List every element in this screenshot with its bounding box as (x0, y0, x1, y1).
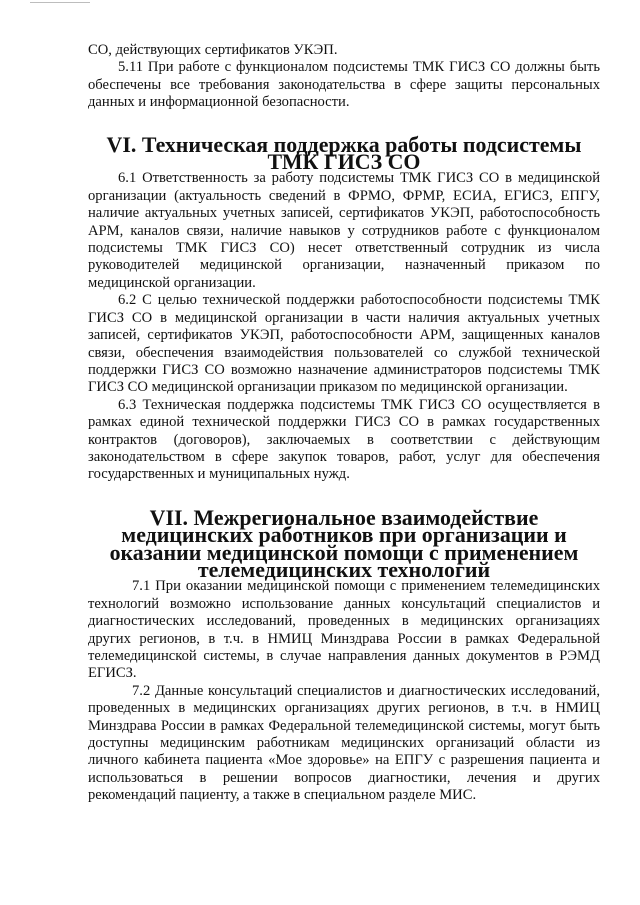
scan-mark (30, 2, 90, 3)
paragraph-5-11: 5.11 При работе с функционалом подсистемы ТМК ГИСЗ СО должны быть обеспечены все требования законодательства в сфере защиты персональных данных и информационной безопасности. (88, 59, 600, 111)
paragraph-7-1: 7.1 При оказании медицинской помощи с применением телемедицинских технологий возможно использование данных консультаций специалистов и диагностических исследований, проведенных в медицинских организациях других регионов, в т.ч. в НМИЦ Минздрава России в рамках Федеральной телемедицинской системы, в случае направления данных документов в РЭМД ЕГИСЗ. (88, 578, 600, 682)
paragraph-6-3: 6.3 Техническая поддержка подсистемы ТМК ГИСЗ СО осуществляется в рамках единой технической поддержки ГИСЗ СО в рамках государственных контрактов (договоров), заключаемых в соответствии с действующим законодательством в сфере закупок товаров, работ, услуг для обеспечения государственных и муниципальных нужд. (88, 396, 600, 483)
paragraph-6-1: 6.1 Ответственность за работу подсистемы ТМК ГИСЗ СО в медицинской организации (актуальность сведений в ФРМО, ФРМР, ЕСИА, ЕГИСЗ, ЕПГУ, наличие актуальных учетных записей, сертификатов УКЭП, работоспособность АРМ, каналов связи, наличие навыков у сотрудников работе с функционалом подсистемы ТМК ГИСЗ СО) несет ответственный сотрудник из числа руководителей медицинской организации, назначенный приказом по медицинской организации. (88, 170, 600, 291)
section-6-title: VI. Техническая поддержка работы подсистемы ТМК ГИСЗ СО (106, 131, 582, 175)
section-7-title: VII. Межрегиональное взаимодействие медицинских работников при организации и оказании медицинской помощи с применением телемедицинских технологий (109, 504, 579, 582)
document-content (88, 42, 600, 805)
paragraph-6-2: 6.2 С целью технической поддержки работоспособности подсистемы ТМК ГИСЗ СО в медицинской организации в части наличия актуальных учетных записей, сертификатов УКЭП, работоспособности АРМ, защищенных каналов связи, обеспечения взаимодействия пользователей со службой технической поддержки ГИСЗ СО возможно назначение администраторов подсистемы ТМК ГИСЗ СО медицинской организации приказом по медицинской организации. (88, 292, 600, 396)
paragraph-continuation: СО, действующих сертификатов УКЭП. (88, 42, 338, 58)
paragraph-7-2: 7.2 Данные консультаций специалистов и диагностических исследований, проведенных в медицинских организациях других регионов, в т.ч. в НМИЦ Минздрава России в рамках Федеральной телемедицинской системы, могут быть доступны медицинским работникам медицинских организаций области из личного кабинета пациента «Мое здоровье» на ЕПГУ с разрешения пациента и использоваться в решении вопросов диагностики, лечения и других рекомендаций пациенту, а также в специальном разделе МИС. (88, 682, 600, 804)
